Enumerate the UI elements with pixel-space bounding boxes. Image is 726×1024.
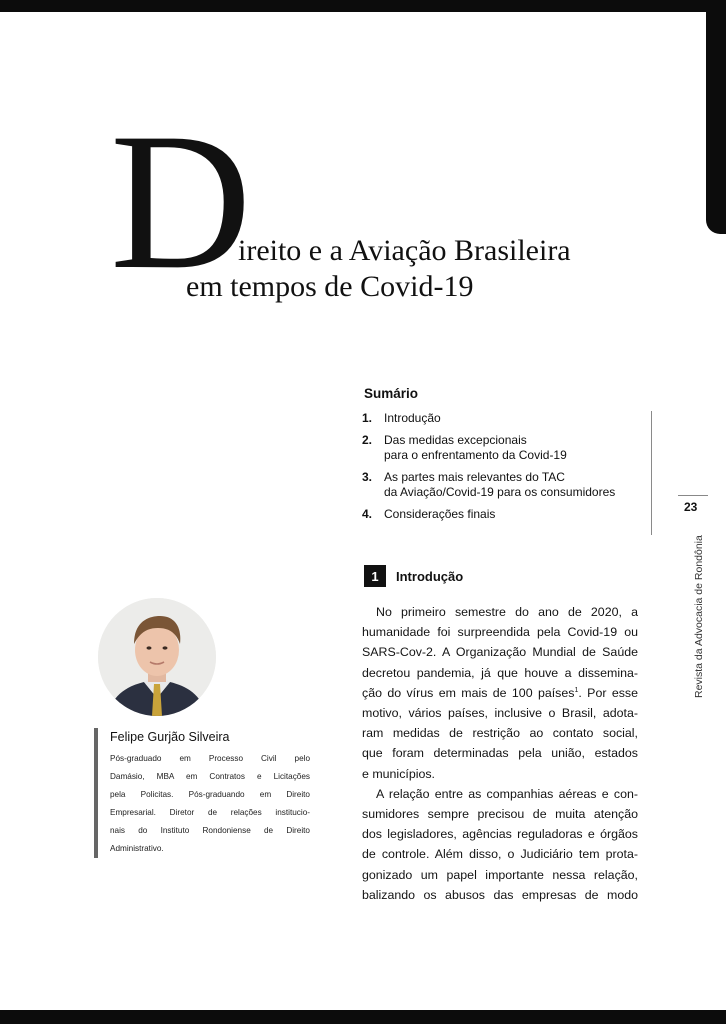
- running-title: Revista da Advocacia de Rondônia: [693, 535, 705, 698]
- summary-item-label: da Aviação/Covid-19 para os consumidores: [384, 485, 616, 499]
- body-line: e municípios.: [362, 766, 436, 781]
- author-bio-line: Pós-graduado em Processo Civil pelo: [110, 754, 310, 763]
- author-bio: [110, 750, 310, 858]
- bottom-border: [0, 1010, 726, 1024]
- body-line: A relação entre as companhias aéreas e con-: [376, 786, 638, 801]
- summary-item-label: Considerações finais: [384, 507, 496, 521]
- summary-heading: Sumário: [364, 386, 419, 401]
- author-bio-line: pela Policitas. Pós-graduando em Direito: [110, 790, 310, 799]
- body-line: No primeiro semestre do ano de 2020, a: [376, 605, 638, 619]
- author-bio-line: Administrativo.: [110, 844, 164, 853]
- body-line: balizando os abusos das empresas de modo: [362, 887, 638, 902]
- author-box: [94, 728, 310, 858]
- body-line: que foram determinadas pela união, estados: [362, 746, 638, 761]
- body-line: SARS-Cov-2. A Organização Mundial de Saúde: [362, 645, 638, 660]
- summary: [362, 386, 652, 535]
- summary-item-number: 3.: [362, 470, 373, 484]
- section-number-badge: 1: [364, 565, 386, 587]
- author-name: Felipe Gurjão Silveira: [110, 730, 230, 744]
- body-line: dos legisladores, agências reguladoras e órgãos: [362, 827, 638, 842]
- author-photo: [98, 598, 216, 716]
- summary-item-number: 2.: [362, 433, 373, 447]
- chapter-tab: [706, 10, 726, 234]
- summary-item[interactable]: [362, 507, 641, 522]
- author-portrait-icon: [98, 598, 216, 716]
- summary-item-label: As partes mais relevantes do TAC: [384, 470, 565, 484]
- body-line: decretou pandemia, já que houve a dissemina-: [362, 665, 638, 680]
- author-bio-line: nais do Instituto Rondoniense de Direito: [110, 826, 310, 835]
- author-bio-line: Damásio, MBA em Contratos e Licitações: [110, 772, 310, 781]
- body-line: gonizado um papel importante nessa relação,: [362, 867, 638, 882]
- summary-item-number: 1.: [362, 411, 373, 425]
- title-line-1: ireito e a Aviação Brasileira: [238, 234, 571, 267]
- body-line: sumidores sempre precisou de muita atenção: [362, 807, 638, 822]
- summary-item-label: Das medidas excepcionais: [384, 433, 527, 447]
- summary-item-number: 4.: [362, 507, 373, 521]
- author-bio-line: Empresarial. Diretor de relações institucio-: [110, 808, 310, 817]
- body-line: de controle. Além disso, o Judiciário tem prota-: [362, 847, 638, 862]
- body-line: humanidade foi surpreendida pela Covid-19 ou: [362, 625, 638, 640]
- top-border: [0, 0, 726, 12]
- body-line-text: . Por esse: [578, 685, 638, 700]
- summary-item-label: Introdução: [384, 411, 441, 425]
- title-dropcap: D: [110, 93, 252, 310]
- title-line-2: em tempos de Covid-19: [186, 270, 474, 303]
- summary-item[interactable]: [362, 433, 641, 463]
- section-title: Introdução: [396, 568, 464, 584]
- summary-item[interactable]: [362, 470, 641, 500]
- section-heading: [364, 565, 463, 587]
- body-line: motivo, vários países, inclusive o Brasil, adota-: [362, 706, 638, 721]
- body-text: [362, 602, 638, 905]
- page-number: 23: [684, 500, 698, 514]
- body-line: [362, 683, 638, 703]
- page-number-rule: [678, 495, 708, 496]
- body-line-text: ção do vírus em mais de 100 países: [362, 685, 575, 700]
- body-line: ram medidas de restrição ao contato social,: [362, 726, 638, 741]
- summary-list: [362, 411, 652, 535]
- summary-item-label: para o enfrentamento da Covid-19: [384, 448, 567, 462]
- footnote-ref[interactable]: 1: [574, 686, 579, 694]
- summary-item[interactable]: [362, 411, 641, 426]
